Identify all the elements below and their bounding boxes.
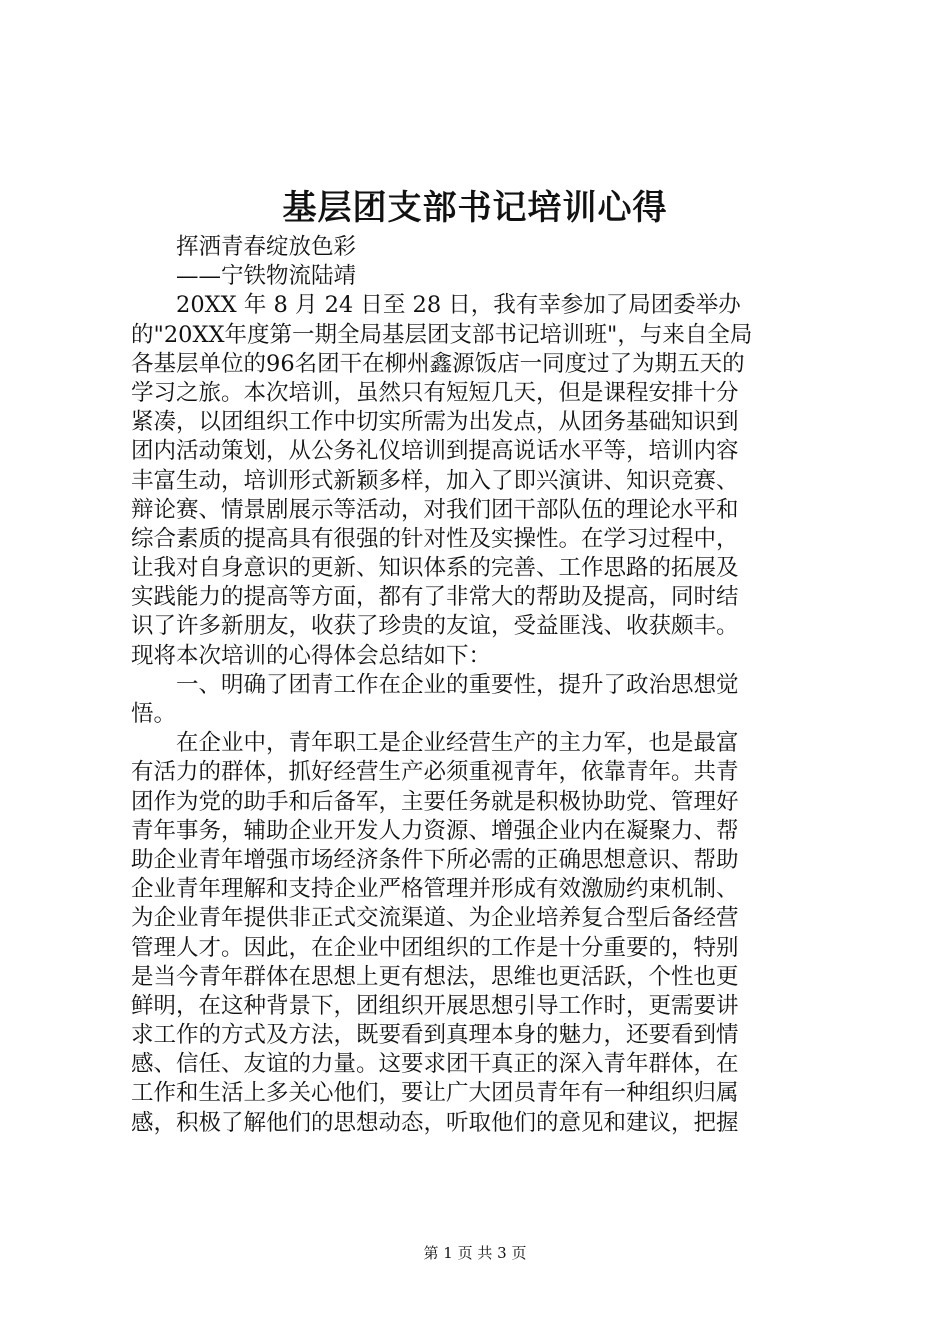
body-line: 学习之旅。本次培训，虽然只有短短几天，但是课程安排十分 — [131, 379, 739, 406]
body-line: 有活力的群体，抓好经营生产必须重视青年，依靠青年。共青 — [131, 759, 739, 786]
document-body — [131, 233, 831, 1138]
body-line: 悟。 — [131, 701, 177, 727]
body-line: 丰富生动，培训形式新颖多样，加入了即兴演讲、知识竞赛、 — [131, 467, 739, 494]
body-line: 现将本次培训的心得体会总结如下： — [131, 642, 492, 669]
body-line: 是当今青年群体在思想上更有想法，思维也更活跃，个性也更 — [131, 963, 739, 990]
body-line: 挥洒青春绽放色彩 — [131, 234, 357, 260]
body-line: 为企业青年提供非正式交流渠道、为企业培养复合型后备经营 — [131, 905, 739, 932]
body-line: 求工作的方式及方法，既要看到真理本身的魅力，还要看到情 — [131, 1022, 739, 1049]
page-footer: 第 1 页 共 3 页 — [423, 1244, 527, 1262]
body-line: 的"20XX年度第一期全局基层团支部书记培训班"，与来自全局 — [131, 321, 753, 348]
body-line: 工作和生活上多关心他们，要让广大团员青年有一种组织归属 — [131, 1080, 739, 1107]
body-line: 助企业青年增强市场经济条件下所必需的正确思想意识、帮助 — [131, 846, 739, 873]
body-line: 各基层单位的96名团干在柳州鑫源饭店一同度过了为期五天的 — [131, 350, 745, 377]
body-line: 鲜明，在这种背景下，团组织开展思想引导工作时，更需要讲 — [131, 992, 739, 1019]
document-title: 基层团支部书记培训心得 — [282, 188, 668, 228]
body-line: 20XX 年 8 月 24 日至 28 日，我有幸参加了局团委举办 — [131, 292, 741, 319]
body-line: 在企业中，青年职工是企业经营生产的主力军，也是最富 — [131, 730, 739, 757]
body-line: 感，积极了解他们的思想动态，听取他们的意见和建议，把握 — [131, 1109, 739, 1136]
body-line: 辩论赛、情景剧展示等活动，对我们团干部队伍的理论水平和 — [131, 496, 739, 523]
body-line: ——宁铁物流陆靖 — [131, 263, 357, 290]
body-line: 团作为党的助手和后备军，主要任务就是积极协助党、管理好 — [131, 788, 739, 815]
body-line: 让我对自身意识的更新、知识体系的完善、工作思路的拓展及 — [131, 555, 739, 582]
body-line: 管理人才。因此，在企业中团组织的工作是十分重要的，特别 — [131, 934, 739, 961]
body-line: 一、明确了团青工作在企业的重要性，提升了政治思想觉 — [131, 671, 739, 698]
body-line: 紧凑，以团组织工作中切实所需为出发点，从团务基础知识到 — [131, 409, 739, 436]
body-line: 青年事务，辅助企业开发人力资源、增强企业内在凝聚力、帮 — [131, 817, 739, 844]
body-line: 实践能力的提高等方面，都有了非常大的帮助及提高，同时结 — [131, 584, 739, 611]
body-line: 识了许多新朋友，收获了珍贵的友谊，受益匪浅、收获颇丰。 — [131, 613, 739, 640]
body-line: 综合素质的提高具有很强的针对性及实操性。在学习过程中， — [131, 525, 739, 552]
body-line: 团内活动策划，从公务礼仪培训到提高说话水平等，培训内容 — [131, 438, 739, 465]
body-line: 感、信任、友谊的力量。这要求团干真正的深入青年群体，在 — [131, 1051, 739, 1078]
body-line: 企业青年理解和支持企业严格管理并形成有效激励约束机制、 — [131, 876, 739, 903]
